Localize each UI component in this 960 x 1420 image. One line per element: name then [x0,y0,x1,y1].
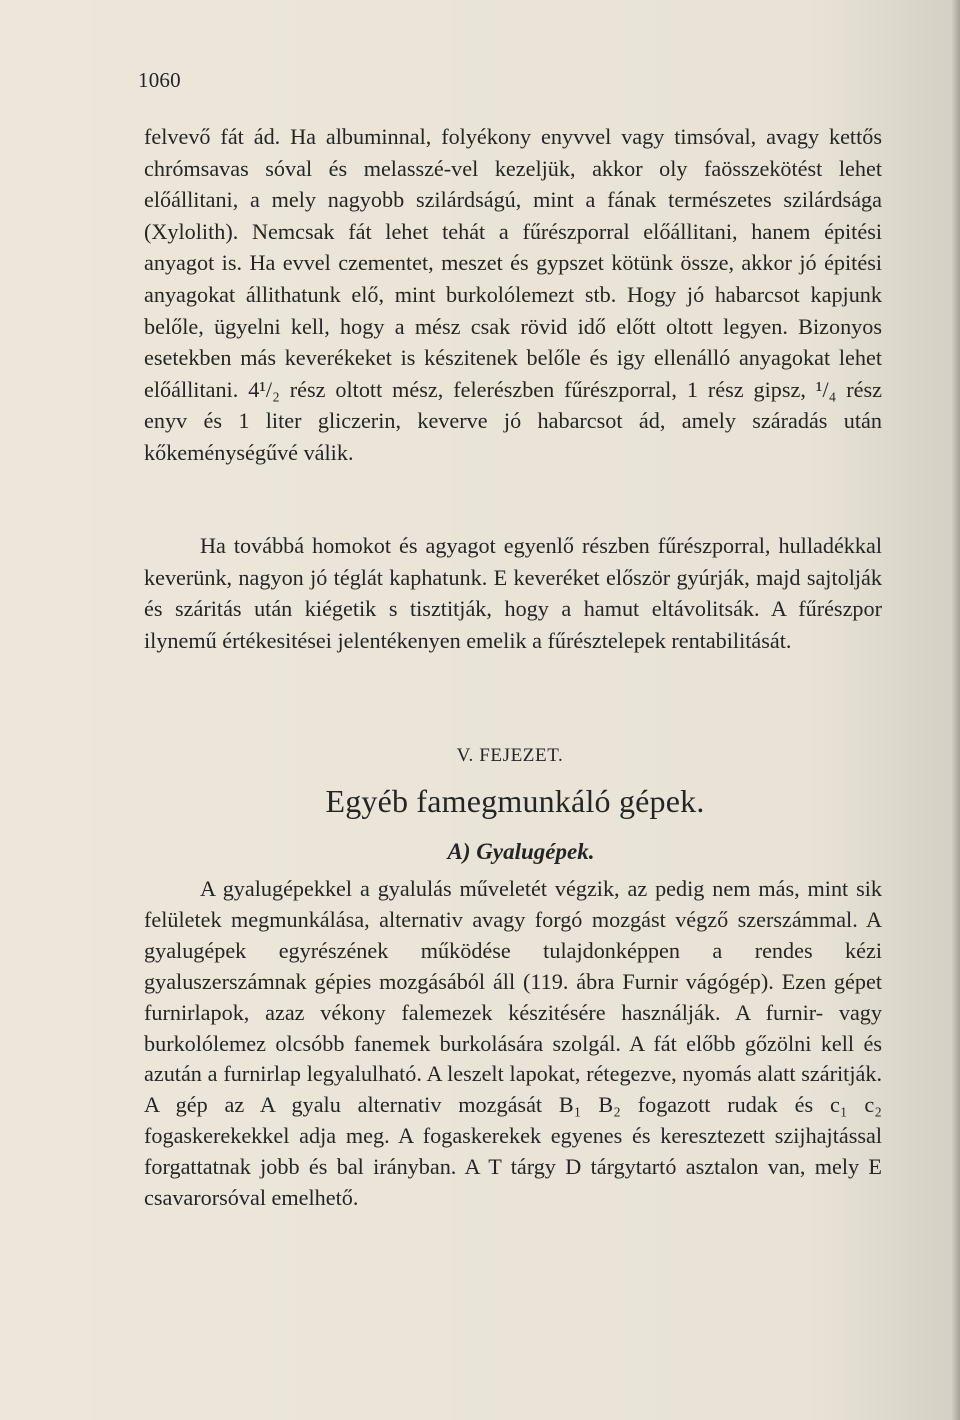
page-number: 1060 [138,68,181,92]
paragraph-planing-machines: A gyalugépekkel a gyalulás műveletét végzik, az pedig nem más, mint sik felületek megmunkálása, alternativ avagy forgó mozgást végző szerszámmal. A gyalugépek egyrészének működése tulajdonképpen a rendes kézi gyaluszerszámnak gépies mozgásából áll (119. ábra Furnir vágógép). Ezen gépet furnirlapok, azaz vékony falemezek készitésére használják. A furnir- vagy burkolólemez olcsóbb fanemek burkolására szolgál. A fát előbb gőzölni kell és azután a furnirlap legyalulható. A leszelt lapokat, rétegezve, nyomás alatt száritják. A gép az A gyalu alternativ mozgását B₁ B₂ fogazott rudak és c₁ c₂ fogaskerekekkel adja meg. A fogaskerekek egyenes és keresztezett szijhajtással forgattatnak jobb és bal irányban. A T tárgy D tárgytartó asztalon van, mely E csavarorsóval emelhető. [144,876,882,1211]
paragraph-sawdust-binding: felvevő fát ád. Ha albuminnal, folyékony enyvvel vagy timsóval, avagy kettős chrómsavas sóval és melasszé-vel kezeljük, akkor oly faösszekötést lehet előállitani, a mely nagyobb szilárdságú, mint a fának természetes szilárdsága (Xylolith). Nemcsak fát lehet tehát a fűrészporral előállitani, hanem épitési anyagot is. Ha evvel czementet, meszet és gypszet kötünk össze, akkor jó épitési anyagokat állithatunk elő, mint burkolólemezt stb. Hogy jó habarcsot kapjunk belőle, ügyelni kell, hogy a mész csak rövid idő előtt oltott legyen. Bizonyos esetekben más keverékeket is készitenek belőle és igy ellenálló anyagokat lehet előállitani. 4¹/₂ rész oltott mész, felerészben fűrészporral, 1 rész gipsz, ¹/₄ rész enyv és 1 liter gliczerin, keverve jó habarcsot ád, amely száradás után kőkeménységűvé válik. [144,124,882,465]
chapter-title: Egyéb famegmunkáló gépek. [325,783,705,819]
paragraph-sawdust-bricks: Ha továbbá homokot és agyagot egyenlő részben fűrészporral, hulladékkal keverünk, nagyon jó téglát kaphatunk. E keveréket először gyúrják, majd sajtolják és száritás után kiégetik s tisztitják, hogy a hamut eltávolitsák. A fűrészpor ilynemű értékesitései jelentékenyen emelik a fűrésztelepek rentabilitását. [144,533,882,653]
chapter-label: V. FEJEZET. [456,745,564,766]
section-title: A) Gyalugépek. [447,839,595,864]
page-edge-shadow [952,0,960,1420]
